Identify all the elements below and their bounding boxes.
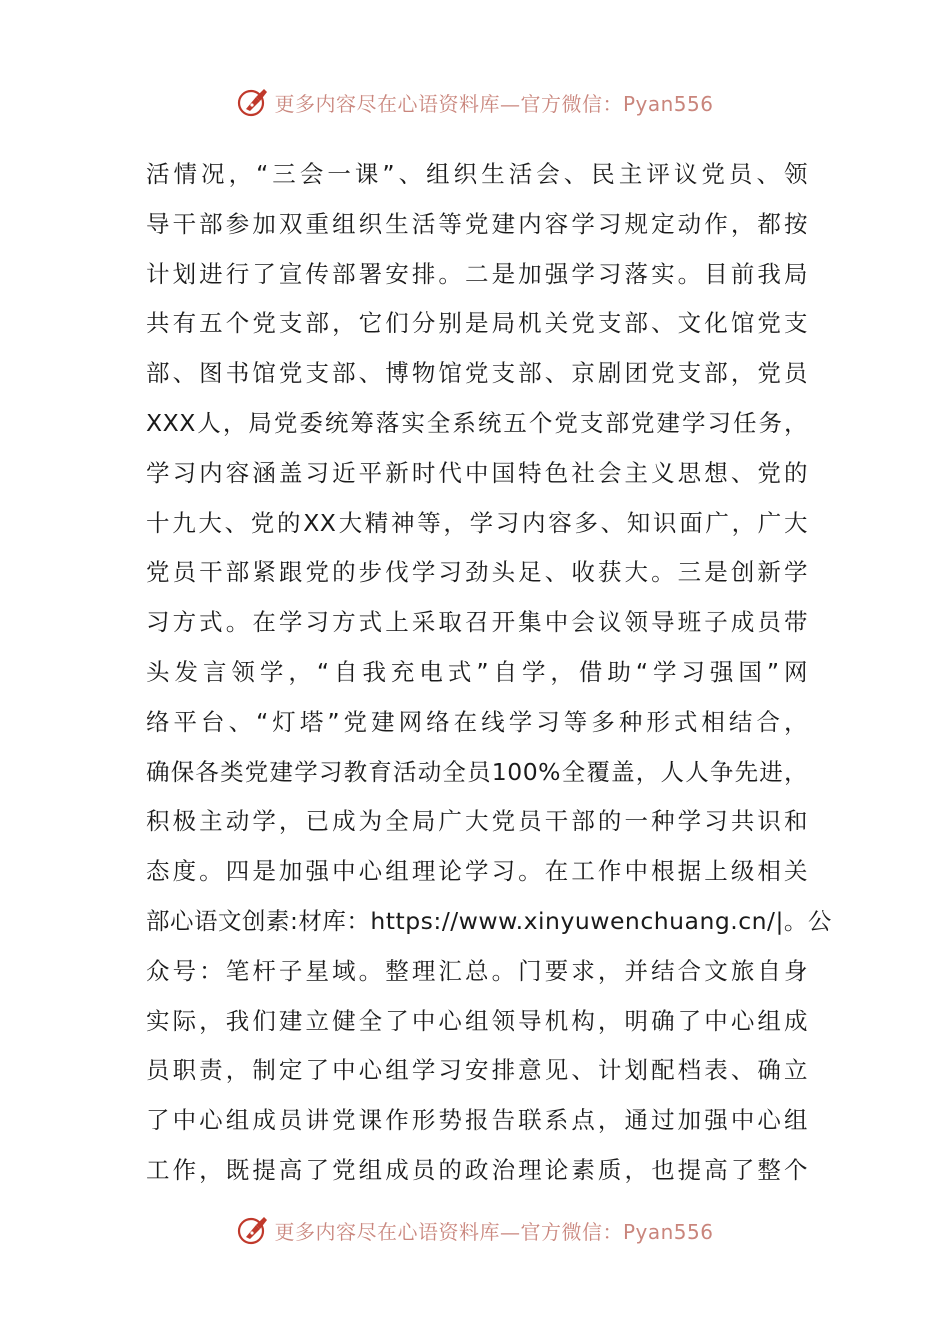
body-line: 实际，我们建立健全了中心组领导机构，明确了中心组成 [146,1006,808,1035]
body-line: 党员干部紧跟党的步伐学习劲头足、收获大。三是创新学 [146,558,808,587]
body-line: 计划进行了宣传部署安排。二是加强学习落实。目前我局 [146,259,808,288]
body-line-link[interactable]: 部心语文创素:材库：https://www.xinyuwenchuang.cn/|。公 [146,906,832,935]
body-line: 工作，既提高了党组成员的政治理论素质，也提高了整个 [146,1155,808,1184]
pen-nib-circle-icon [236,1213,270,1247]
footer-banner-text [274,1216,713,1245]
body-line: 共有五个党支部，它们分别是局机关党支部、文化馆党支 [146,309,808,338]
body-line: 部、图书馆党支部、博物馆党支部、京剧团党支部，党员 [146,359,808,388]
body-line: 十九大、党的XX大精神等，学习内容多、知识面广，广大 [146,508,808,537]
header-banner-text [274,88,713,117]
body-line: 确保各类党建学习教育活动全员100%全覆盖，人人争先进， [146,757,808,786]
banner-wechat: 官方微信：Pyan556 [520,91,714,116]
header-banner [0,82,950,122]
body-line: 积极主动学，已成为全局广大党员干部的一种学习共识和 [146,807,808,836]
body-line: 员职责，制定了中心组学习安排意见、计划配档表、确立 [146,1056,808,1085]
body-line: 络平台、“灯塔”党建网络在线学习等多种形式相结合， [146,707,808,736]
document-body [146,150,832,1196]
body-line: XXX人，局党委统筹落实全系统五个党支部党建学习任务， [146,408,808,437]
banner-wechat: 官方微信：Pyan556 [520,1219,714,1244]
body-line: 习方式。在学习方式上采取召开集中会议领导班子成员带 [146,608,808,637]
body-line: 活情况，“三会一课”、组织生活会、民主评议党员、领 [146,160,808,188]
body-line: 众号：笔杆子星域。整理汇总。门要求，并结合文旅自身 [146,956,808,985]
pen-nib-circle-icon [236,85,270,119]
body-line: 了中心组成员讲党课作形势报告联系点，通过加强中心组 [146,1106,808,1135]
banner-dash: — [499,1219,521,1244]
body-line: 导干部参加双重组织生活等党建内容学习规定动作，都按 [146,209,808,238]
banner-dash: — [499,91,521,116]
banner-title: 更多内容尽在心语资料库 [274,1219,500,1244]
footer-banner [0,1210,950,1250]
body-line: 态度。四是加强中心组理论学习。在工作中根据上级相关 [146,857,808,886]
body-line: 头发言领学，“自我充电式”自学，借助“学习强国”网 [146,657,808,686]
body-line: 学习内容涵盖习近平新时代中国特色社会主义思想、党的 [146,458,808,487]
banner-title: 更多内容尽在心语资料库 [274,91,500,116]
